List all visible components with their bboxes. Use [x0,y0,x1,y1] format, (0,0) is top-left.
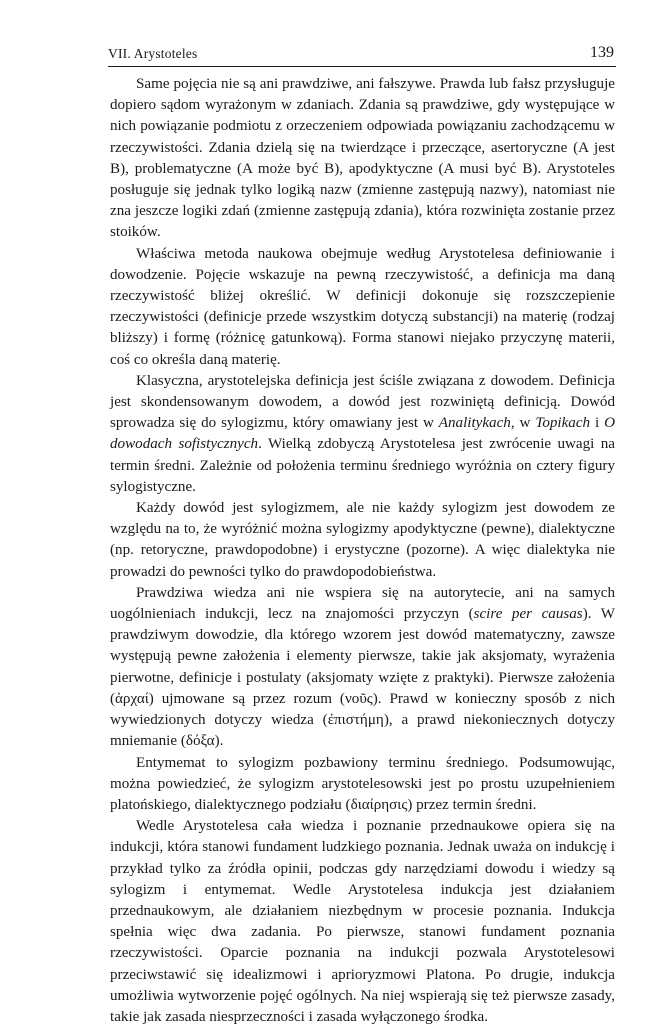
paragraph [110,583,615,753]
text-run: Klasyczna, arystotelejska definicja jest ściśle związana z dowodem. Definicja jest skondensowanym dowodem, a dowód jest rozwiniętą definicją. Dowód sprowadza się do sylogizmu, który omawiany jest w [110,372,615,432]
paragraph [110,244,615,371]
text-run: Właściwa metoda naukowa obejmuje według Arystotelesa definiowanie i dowodzenie. Pojęcie wskazuje na pewną rzeczywistość, a definicja ma daną rzeczywistość bliżej określić. W definicji dokonuje się rozszczepienie rzeczywistości (definicje przede wszystkim dotyczą substancji) na materię (rodzaj bliższy) i formę (różnicę gatunkową). Forma stanowi niejako przyczynę materii, coś co określa daną materię. [110,245,615,368]
paragraph [110,753,615,817]
text-run: Wedle Arystotelesa cała wiedza i poznanie przednaukowe opiera się na indukcji, która stanowi fundament ludzkiego poznania. Jednak uważa on indukcję i przykład tylko za źródła opinii, podczas gdy narzędziami dowodu i wiedzy są sylogizm i entymemat. Wedle Arystotelesa indukcja jest działaniem przednaukowym, ale działaniem niezbędnym w procesie poznania. Indukcja spełnia więc dwa zadania. Po pierwsze, stanowi fundament poznania rzeczywistości. Oparcie poznania na indukcji pozwala Arystotelesowi przeciwstawić się idealizmowi i aprioryzmowi Platona. Po drugie, indukcja umożliwia wytworzenie pojęć ogólnych. Na niej wspierają się też pierwsze zasady, takie jak zasada niesprzeczności i zasada wyłączonego środka. [110,818,615,1025]
paragraph [110,74,615,244]
header-rule [108,66,616,67]
italic-title: O dowodach sofistycznych [110,415,615,453]
text-run: Każdy dowód jest sylogizmem, ale nie każdy sylogizm jest dowodem ze względu na to, że wyróżnić można sylogizmy apodyktyczne (pewne), dialektyczne (np. retoryczne, prawdopodobne) i erystyczne (pozorne). A więc dialektyka nie prowadzi do pewności tylko do prawdopodobieństwa. [110,500,615,580]
text-run: Same pojęcia nie są ani prawdziwe, ani fałszywe. Prawda lub fałsz przysługuje dopiero sądom wyrażonym w zdaniach. Zdania są prawdziwe, gdy występujące w nich powiązanie podmiotu z orzeczeniem odpowiada powiązaniu zachodzącemu w rzeczywistości. Zdania dzielą się na twierdzące i przeczące, asertoryczne (A jest B), problematyczne (A może być B), apodyktyczne (A musi być B). Arystoteles posługuje się jednak tylko logiką nazw (zmienne zastępują nazwy), natomiast nie zna jeszcze logiki zdań (zmienne zastępują zdania), która rozwinięta zostanie przez stoików. [110,76,615,241]
body-text [110,74,615,1028]
text-run: ). W prawdziwym dowodzie, dla którego wzorem jest dowód matematyczny, zawsze występują pewne założenia i elementy pierwsze, takie jak aksjomaty, wyrażenia pierwotne, definicje i postulaty (aksjomaty wzięte z praktyki). Pierwsze założenia (ἀρχαί) ujmowane są przez rozum (νοῦς). Prawd w konieczny sposób z nich wywiedzionych dotyczy wiedza (ἐπιστήμη), a prawd niekoniecznych dotyczy mniemanie (δόξα). [110,606,615,750]
paragraph [110,816,615,1028]
italic-title: Analitykach [438,415,511,432]
text-run: Entymemat to sylogizm pozbawiony terminu średniego. Podsumowując, można powiedzieć, że sylogizm arystotelesowski jest po prostu uzupełnieniem platońskiego, dialektycznego podziału (διαίρησις) przez termin średni. [110,754,615,813]
text-run: , w [510,415,536,432]
text-run: . Wielką zdobyczą Arystotelesa jest zwrócenie uwagi na termin średni. Zależnie od położenia terminu średniego wyróżnia on cztery figury sylogistyczne. [110,436,616,495]
running-head: VII. Arystoteles [108,46,198,61]
paragraph [110,371,615,498]
text-run: Prawdziwa wiedza ani nie wspiera się na autorytecie, ani na samych uogólnieniach indukcji, lecz na znajomości przyczyn ( [110,584,615,623]
page-number: 139 [590,44,614,61]
italic-title: scire per causas [473,606,583,623]
paragraph [110,498,615,583]
page-header [108,44,616,68]
italic-title: Topikach [535,415,591,432]
text-run: i [590,415,605,432]
